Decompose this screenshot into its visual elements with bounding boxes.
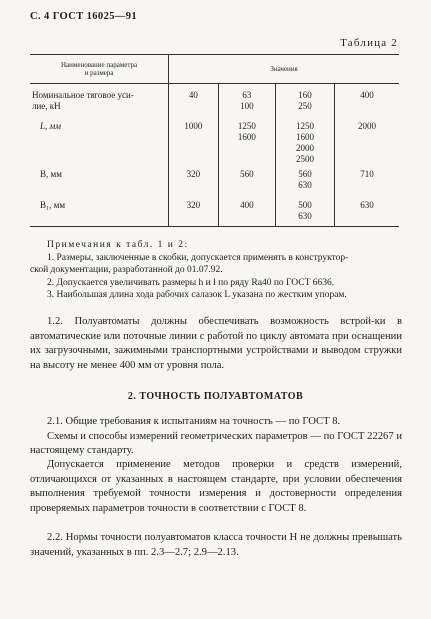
table-notes <box>30 239 407 302</box>
cell-value: 1000 <box>169 117 219 166</box>
table-header-row <box>30 55 399 84</box>
row-label: B₁, мм <box>30 197 169 227</box>
cell-value: 63 100 <box>218 84 275 118</box>
cell-value: 160 250 <box>275 84 334 118</box>
table-row <box>30 84 399 118</box>
paragraph: Схемы и способы измерений геометрических параметров — по ГОСТ 22267 и настоящему стандарту. <box>30 430 402 457</box>
cell-value: 560 630 <box>275 166 334 197</box>
table-caption: Таблица 2 <box>340 37 398 49</box>
cell-value: 630 <box>335 197 399 227</box>
clause-allowed-methods <box>30 458 402 516</box>
clause-1-2 <box>30 315 402 373</box>
row-label: B, мм <box>40 169 62 179</box>
paragraph: 2.1. Общие требования к испытаниям на точность — по ГОСТ 8. <box>47 416 341 427</box>
cell-value: 710 <box>335 166 399 197</box>
header-values: Значения <box>169 55 399 84</box>
note-1b: ской документации, разработанной до 01.07.92. <box>30 265 223 275</box>
clause-2-1 <box>30 415 402 459</box>
page-header: С. 4 ГОСТ 16025—91 <box>30 11 138 22</box>
notes-title: Примечания к табл. 1 и 2: <box>47 240 189 250</box>
cell-value: 1250 1600 2000 2500 <box>275 117 334 166</box>
section-title: 2. ТОЧНОСТЬ ПОЛУАВТОМАТОВ <box>127 391 304 402</box>
clause-2-2 <box>30 531 402 560</box>
paragraph: Допускается применение методов проверки и средств измерений, отличающихся от указанных в настоящем стандарте, при условии обеспечения выполнения требуемой точности измерения и достоверности определения проверяемых параметров точности в соответствии с ГОСТ 8. <box>30 459 402 514</box>
table-row <box>30 117 399 166</box>
note-3: 3. Наибольшая длина хода рабочих салазок L указана по жестким упорам. <box>47 290 347 300</box>
cell-value: 400 <box>335 84 399 118</box>
cell-value: 500 630 <box>275 197 334 227</box>
paragraph: 1.2. Полуавтоматы должны обеспечивать возможность встрой-ки в автоматические или поточные линии с работой по циклу автомата при оснащении их загрузочными, зажимными транспортными устройствами и выводом стружки на высоту не менее 400 мм от уровня пола. <box>30 316 402 371</box>
parameters-table <box>30 54 399 227</box>
row-label: Номинальное тяговое уси- лие, кН <box>32 90 134 111</box>
paragraph: 2.2. Нормы точности полуавтоматов класса точности Н не должны превышать значений, указанных в пп. 2.3—2.7; 2.9—2.13. <box>30 532 402 558</box>
row-label: L, мм <box>40 121 61 131</box>
header-parameter-name: Наименование параметра и размера <box>30 55 169 84</box>
table-row <box>30 197 399 227</box>
cell-value: 1250 1600 <box>218 117 275 166</box>
note-2: 2. Допускается увеличивать размеры h и l по ряду Ra40 по ГОСТ 6636. <box>47 277 335 288</box>
cell-value: 320 <box>169 166 219 197</box>
table-row <box>30 166 399 197</box>
cell-value: 40 <box>169 84 219 118</box>
cell-value: 560 <box>218 166 275 197</box>
cell-value: 2000 <box>335 117 399 166</box>
cell-value: 320 <box>169 197 219 227</box>
cell-value: 400 <box>218 197 275 227</box>
note-1a: 1. Размеры, заключенные в скобки, допускается применять в конструктор- <box>47 252 349 263</box>
